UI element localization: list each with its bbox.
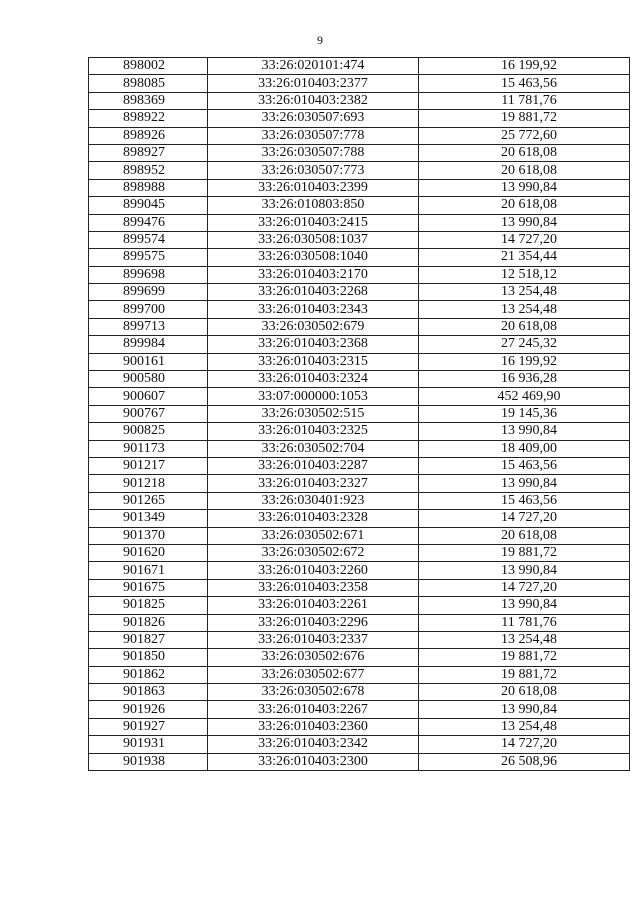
amount-cell: 452 469,90: [419, 388, 630, 405]
row-id-cell: 901850: [89, 649, 208, 666]
row-id-cell: 900161: [89, 353, 208, 370]
row-id-cell: 898927: [89, 144, 208, 161]
cadastral-number-cell: 33:26:030507:778: [208, 127, 419, 144]
row-id-cell: 900767: [89, 405, 208, 422]
cadastral-number-cell: 33:07:000000:1053: [208, 388, 419, 405]
cadastral-number-cell: 33:26:030502:679: [208, 318, 419, 335]
table-row: [89, 231, 630, 248]
table-row: [89, 75, 630, 92]
table-row: [89, 423, 630, 440]
amount-cell: 13 990,84: [419, 179, 630, 196]
row-id-cell: 901926: [89, 701, 208, 718]
amount-cell: 11 781,76: [419, 614, 630, 631]
table-row: [89, 162, 630, 179]
table-row: [89, 353, 630, 370]
amount-cell: 11 781,76: [419, 92, 630, 109]
cadastral-number-cell: 33:26:010403:2382: [208, 92, 419, 109]
cadastral-number-cell: 33:26:010403:2415: [208, 214, 419, 231]
amount-cell: 13 254,48: [419, 284, 630, 301]
cadastral-number-cell: 33:26:010403:2360: [208, 718, 419, 735]
table-row: [89, 144, 630, 161]
cadastral-number-cell: 33:26:010403:2343: [208, 301, 419, 318]
amount-cell: 13 254,48: [419, 631, 630, 648]
amount-cell: 27 245,32: [419, 336, 630, 353]
table-row: [89, 718, 630, 735]
table-row: [89, 266, 630, 283]
table-row: [89, 58, 630, 75]
amount-cell: 25 772,60: [419, 127, 630, 144]
amount-cell: 13 254,48: [419, 718, 630, 735]
amount-cell: 16 199,92: [419, 58, 630, 75]
table-row: [89, 440, 630, 457]
cadastral-number-cell: 33:26:010403:2261: [208, 597, 419, 614]
cadastral-number-cell: 33:26:010403:2325: [208, 423, 419, 440]
amount-cell: 13 990,84: [419, 214, 630, 231]
cadastral-number-cell: 33:26:030502:677: [208, 666, 419, 683]
cadastral-number-cell: 33:26:020101:474: [208, 58, 419, 75]
row-id-cell: 901825: [89, 597, 208, 614]
amount-cell: 18 409,00: [419, 440, 630, 457]
row-id-cell: 901827: [89, 631, 208, 648]
table-row: [89, 492, 630, 509]
cadastral-number-cell: 33:26:010403:2328: [208, 510, 419, 527]
row-id-cell: 898952: [89, 162, 208, 179]
row-id-cell: 901862: [89, 666, 208, 683]
amount-cell: 13 990,84: [419, 423, 630, 440]
amount-cell: 20 618,08: [419, 162, 630, 179]
table-row: [89, 249, 630, 266]
table-row: [89, 510, 630, 527]
row-id-cell: 901927: [89, 718, 208, 735]
row-id-cell: 898369: [89, 92, 208, 109]
row-id-cell: 899699: [89, 284, 208, 301]
registry-table: [88, 57, 630, 771]
cadastral-number-cell: 33:26:010403:2300: [208, 753, 419, 770]
amount-cell: 19 881,72: [419, 649, 630, 666]
table-row: [89, 597, 630, 614]
row-id-cell: 898085: [89, 75, 208, 92]
row-id-cell: 898988: [89, 179, 208, 196]
cadastral-number-cell: 33:26:010403:2287: [208, 457, 419, 474]
table-row: [89, 701, 630, 718]
table-row: [89, 579, 630, 596]
cadastral-number-cell: 33:26:030502:678: [208, 684, 419, 701]
row-id-cell: 898926: [89, 127, 208, 144]
cadastral-number-cell: 33:26:030502:704: [208, 440, 419, 457]
table-row: [89, 631, 630, 648]
table-row: [89, 127, 630, 144]
row-id-cell: 898922: [89, 110, 208, 127]
row-id-cell: 900607: [89, 388, 208, 405]
row-id-cell: 900580: [89, 371, 208, 388]
table-row: [89, 649, 630, 666]
amount-cell: 15 463,56: [419, 492, 630, 509]
table-row: [89, 388, 630, 405]
cadastral-number-cell: 33:26:030502:515: [208, 405, 419, 422]
amount-cell: 21 354,44: [419, 249, 630, 266]
table-row: [89, 405, 630, 422]
cadastral-number-cell: 33:26:010403:2260: [208, 562, 419, 579]
page-number: 9: [317, 33, 323, 47]
amount-cell: 20 618,08: [419, 197, 630, 214]
row-id-cell: 899045: [89, 197, 208, 214]
cadastral-number-cell: 33:26:030502:672: [208, 544, 419, 561]
row-id-cell: 899713: [89, 318, 208, 335]
cadastral-number-cell: 33:26:010403:2267: [208, 701, 419, 718]
cadastral-number-cell: 33:26:030502:676: [208, 649, 419, 666]
cadastral-number-cell: 33:26:010403:2315: [208, 353, 419, 370]
table-body: [89, 58, 630, 771]
amount-cell: 14 727,20: [419, 579, 630, 596]
amount-cell: 20 618,08: [419, 684, 630, 701]
row-id-cell: 901265: [89, 492, 208, 509]
row-id-cell: 901218: [89, 475, 208, 492]
row-id-cell: 899700: [89, 301, 208, 318]
cadastral-number-cell: 33:26:030508:1037: [208, 231, 419, 248]
amount-cell: 13 990,84: [419, 597, 630, 614]
amount-cell: 13 990,84: [419, 562, 630, 579]
cadastral-number-cell: 33:26:010403:2399: [208, 179, 419, 196]
cadastral-number-cell: 33:26:010403:2296: [208, 614, 419, 631]
cadastral-number-cell: 33:26:010403:2327: [208, 475, 419, 492]
row-id-cell: 901671: [89, 562, 208, 579]
cadastral-number-cell: 33:26:010403:2268: [208, 284, 419, 301]
cadastral-number-cell: 33:26:010403:2337: [208, 631, 419, 648]
table-row: [89, 92, 630, 109]
row-id-cell: 900825: [89, 423, 208, 440]
amount-cell: 16 936,28: [419, 371, 630, 388]
row-id-cell: 901675: [89, 579, 208, 596]
row-id-cell: 901349: [89, 510, 208, 527]
cadastral-number-cell: 33:26:010403:2368: [208, 336, 419, 353]
table-row: [89, 214, 630, 231]
cadastral-number-cell: 33:26:010403:2377: [208, 75, 419, 92]
cadastral-number-cell: 33:26:030508:1040: [208, 249, 419, 266]
row-id-cell: 901620: [89, 544, 208, 561]
table-row: [89, 457, 630, 474]
table-row: [89, 666, 630, 683]
amount-cell: 13 990,84: [419, 701, 630, 718]
cadastral-number-cell: 33:26:010403:2342: [208, 736, 419, 753]
row-id-cell: 898002: [89, 58, 208, 75]
amount-cell: 12 518,12: [419, 266, 630, 283]
amount-cell: 15 463,56: [419, 457, 630, 474]
row-id-cell: 899698: [89, 266, 208, 283]
cadastral-number-cell: 33:26:010403:2358: [208, 579, 419, 596]
table-row: [89, 336, 630, 353]
amount-cell: 13 990,84: [419, 475, 630, 492]
amount-cell: 16 199,92: [419, 353, 630, 370]
row-id-cell: 901863: [89, 684, 208, 701]
table-row: [89, 110, 630, 127]
cadastral-number-cell: 33:26:030507:773: [208, 162, 419, 179]
row-id-cell: 901931: [89, 736, 208, 753]
table-row: [89, 179, 630, 196]
amount-cell: 19 881,72: [419, 544, 630, 561]
row-id-cell: 901370: [89, 527, 208, 544]
cadastral-number-cell: 33:26:010803:850: [208, 197, 419, 214]
amount-cell: 26 508,96: [419, 753, 630, 770]
row-id-cell: 901938: [89, 753, 208, 770]
amount-cell: 20 618,08: [419, 527, 630, 544]
table-row: [89, 371, 630, 388]
table-row: [89, 562, 630, 579]
table-row: [89, 475, 630, 492]
amount-cell: 19 881,72: [419, 666, 630, 683]
amount-cell: 15 463,56: [419, 75, 630, 92]
table-row: [89, 197, 630, 214]
cadastral-number-cell: 33:26:030401:923: [208, 492, 419, 509]
row-id-cell: 901217: [89, 457, 208, 474]
cadastral-number-cell: 33:26:010403:2324: [208, 371, 419, 388]
amount-cell: 13 254,48: [419, 301, 630, 318]
table-row: [89, 527, 630, 544]
row-id-cell: 899984: [89, 336, 208, 353]
cadastral-number-cell: 33:26:010403:2170: [208, 266, 419, 283]
amount-cell: 14 727,20: [419, 510, 630, 527]
table-row: [89, 301, 630, 318]
amount-cell: 19 881,72: [419, 110, 630, 127]
amount-cell: 14 727,20: [419, 736, 630, 753]
cadastral-number-cell: 33:26:030507:788: [208, 144, 419, 161]
amount-cell: 19 145,36: [419, 405, 630, 422]
table-row: [89, 284, 630, 301]
amount-cell: 14 727,20: [419, 231, 630, 248]
table-row: [89, 736, 630, 753]
table-row: [89, 544, 630, 561]
table-row: [89, 614, 630, 631]
row-id-cell: 899476: [89, 214, 208, 231]
row-id-cell: 899575: [89, 249, 208, 266]
table-row: [89, 318, 630, 335]
row-id-cell: 899574: [89, 231, 208, 248]
amount-cell: 20 618,08: [419, 144, 630, 161]
amount-cell: 20 618,08: [419, 318, 630, 335]
table-row: [89, 684, 630, 701]
cadastral-number-cell: 33:26:030507:693: [208, 110, 419, 127]
row-id-cell: 901173: [89, 440, 208, 457]
row-id-cell: 901826: [89, 614, 208, 631]
table-row: [89, 753, 630, 770]
cadastral-number-cell: 33:26:030502:671: [208, 527, 419, 544]
